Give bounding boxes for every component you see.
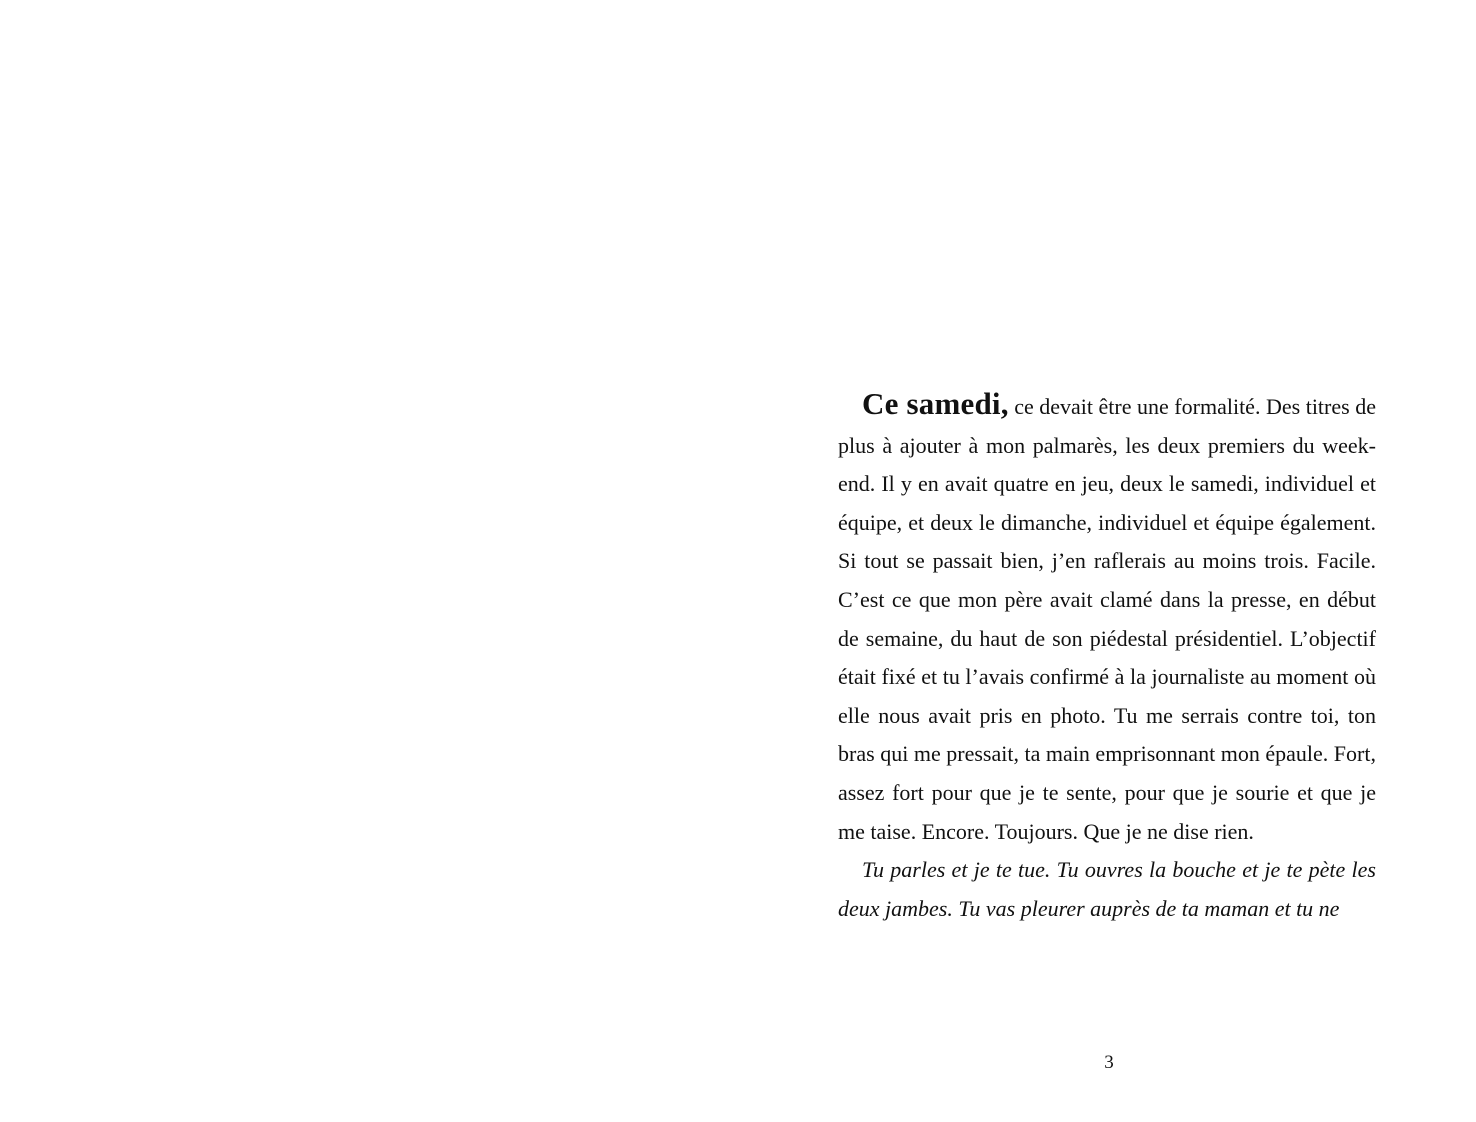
paragraph-1-text: ce devait être une formalité. Des titres de plus à ajouter à mon palmarès, les deux premiers du week-end. Il y en avait quatre en jeu, deux le samedi, individuel et équipe, et deux le dimanche, individuel et équipe également. Si tout se passait bien, j’en raflerais au moins trois. Facile. C’est ce que mon père avait clamé dans la presse, en début de semaine, du haut de son piédestal présidentiel. L’objectif était fixé et tu l’avais confirmé à la journaliste au moment où elle nous avait pris en photo. Tu me serrais contre toi, ton bras qui me pressait, ta main emprisonnant mon épaule. Fort, assez fort pour que je te sente, pour que je sourie et que je me taise. Encore. Toujours. Que je ne dise rien.: [838, 394, 1376, 844]
page-number: 3: [1104, 1052, 1114, 1073]
right-page: [738, 0, 1476, 1122]
lead-in: Ce samedi,: [862, 386, 1009, 421]
paragraph-2-italic: Tu parles et je te tue. Tu ouvres la bouche et je te pète les deux jambes. Tu vas pleurer auprès de ta maman et tu ne: [838, 857, 1376, 921]
paragraph-1: [838, 385, 1376, 851]
body-text: [838, 385, 1376, 928]
